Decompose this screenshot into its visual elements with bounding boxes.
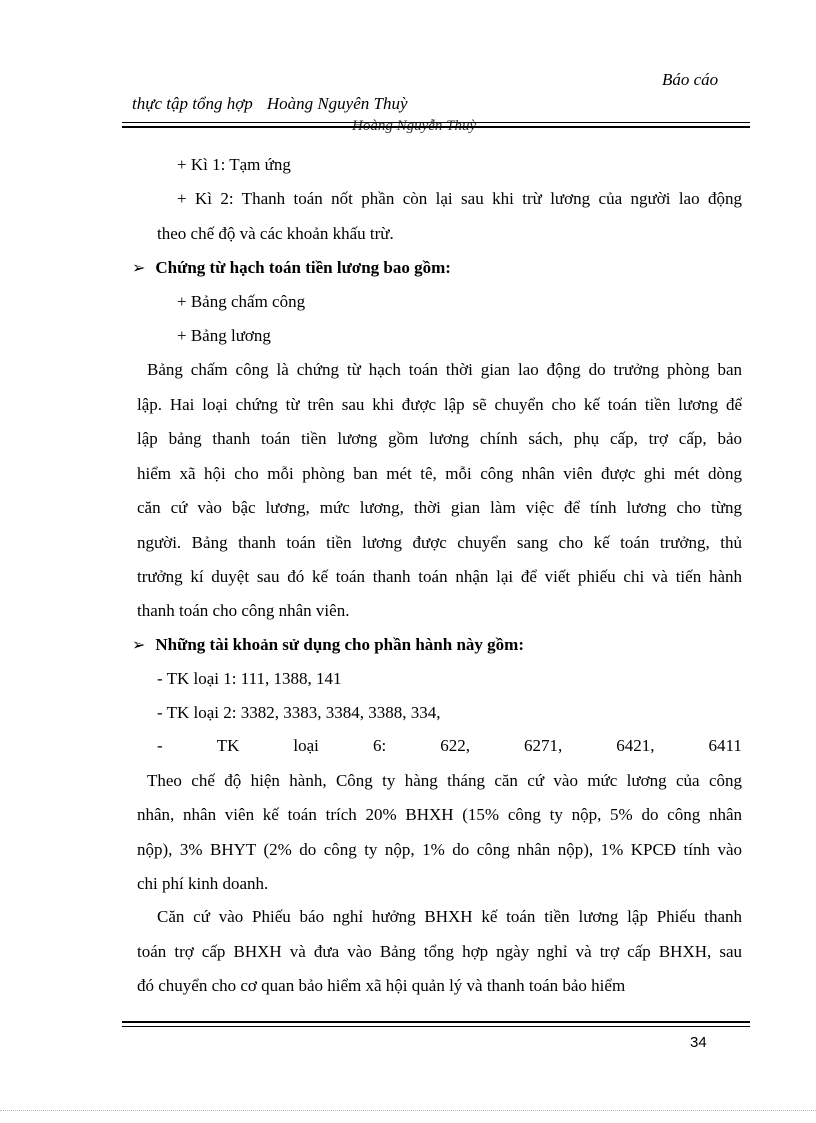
- header-rule-top: [122, 122, 750, 123]
- tk6-token: 622,: [440, 736, 470, 755]
- tk6-token: 6421,: [616, 736, 655, 755]
- tk6-token: 6411: [708, 736, 742, 755]
- para2-line: Bảng chấm công là chứng từ hạch toán thời gian lao động do trưởng phòng ban: [147, 360, 742, 379]
- para4-line: toán trợ cấp BHXH và đưa vào Bảng tổng hợp ngày nghỉ và trợ cấp BHXH, sau: [137, 942, 742, 961]
- page-number: 34: [690, 1034, 707, 1051]
- para2-line: hiểm xã hội cho mỗi phòng ban mét tê, mỗi công nhân viên được ghi mét dòng: [137, 464, 742, 483]
- footer-rule-top: [122, 1021, 750, 1023]
- para4-line-last: đó chuyển cho cơ quan bảo hiểm xã hội quản lý và thanh toán bảo hiểm: [137, 976, 626, 995]
- header-author: Hoàng Nguyên Thuỳ: [266, 94, 408, 113]
- para4-line: Căn cứ vào Phiếu báo nghỉ hưởng BHXH kế toán tiền lương lập Phiếu thanh: [157, 907, 742, 926]
- item-bang-luong: + Bảng lương: [177, 326, 271, 345]
- tk6-token: -: [157, 736, 163, 755]
- heading-tai-khoan: [132, 635, 524, 655]
- para2-line: lập. Hai loại chứng từ trên sau khi được lập sẽ chuyển cho kế toán tiền lương để: [137, 395, 742, 414]
- item-bang-cham-cong: + Bảng chấm công: [177, 292, 306, 311]
- para2-line-last: thanh toán cho công nhân viên.: [137, 601, 350, 620]
- tk-loai-6: [157, 736, 742, 756]
- header-doc-info: [132, 94, 408, 114]
- para2-line: lập bảng thanh toán tiền lương gồm lương chính sách, phụ cấp, trợ cấp, bảo: [137, 429, 742, 448]
- para2-line: người. Bảng thanh toán tiền lương được chuyển sang cho kế toán trưởng, thủ: [137, 533, 742, 552]
- header-doc-type: thực tập tổng hợp: [132, 94, 253, 113]
- para3-line: nộp), 3% BHYT (2% do công ty nộp, 1% do công nhân nộp), 1% KPCĐ tính vào: [137, 840, 742, 859]
- para2-line: trưởng kí duyệt sau đó kế toán thanh toán nhận lại để viết phiếu chi và tiến hành: [137, 567, 742, 586]
- tk6-token: 6271,: [523, 736, 563, 755]
- para2-line: căn cứ vào bậc lương, mức lương, thời gian làm việc để tính lương cho từng: [137, 498, 742, 517]
- heading-chung-tu-text: Chứng từ hạch toán tiền lương bao gồm:: [155, 258, 451, 277]
- ki2-cont-line: theo chế độ và các khoản khấu trừ.: [157, 224, 394, 243]
- ki1-line: + Kì 1: Tạm ứng: [177, 155, 291, 174]
- footer-rule-bottom: [122, 1026, 750, 1027]
- tk-loai-2: - TK loại 2: 3382, 3383, 3384, 3388, 334,: [157, 703, 441, 722]
- arrow-bullet-icon: ➢: [132, 637, 146, 654]
- arrow-bullet-icon: ➢: [132, 260, 146, 277]
- page-bottom-border: [0, 1110, 816, 1111]
- ki2-line: + Kì 2: Thanh toán nốt phần còn lại sau khi trừ lương của người lao động: [177, 189, 742, 208]
- tk6-token: 6:: [372, 736, 387, 755]
- header-rule-bottom: [122, 126, 750, 128]
- para3-line: nhân, nhân viên kế toán trích 20% BHXH (15% công ty nộp, 5% do công nhân: [137, 805, 742, 824]
- heading-chung-tu: [132, 258, 451, 278]
- para3-line-last: chi phí kinh doanh.: [137, 874, 269, 893]
- header-author-ghost: Hoàng Nguyễn Thuỳ: [352, 118, 477, 134]
- para3-line: Theo chế độ hiện hành, Công ty hàng tháng căn cứ vào mức lương của công: [147, 771, 742, 790]
- header-report-title: Báo cáo: [662, 70, 719, 89]
- tk6-token: TK: [216, 736, 240, 755]
- heading-tai-khoan-text: Những tài khoản sử dụng cho phần hành này gồm:: [155, 635, 524, 654]
- tk6-token: loại: [293, 736, 319, 755]
- tk-loai-1: - TK loại 1: 111, 1388, 141: [157, 669, 342, 688]
